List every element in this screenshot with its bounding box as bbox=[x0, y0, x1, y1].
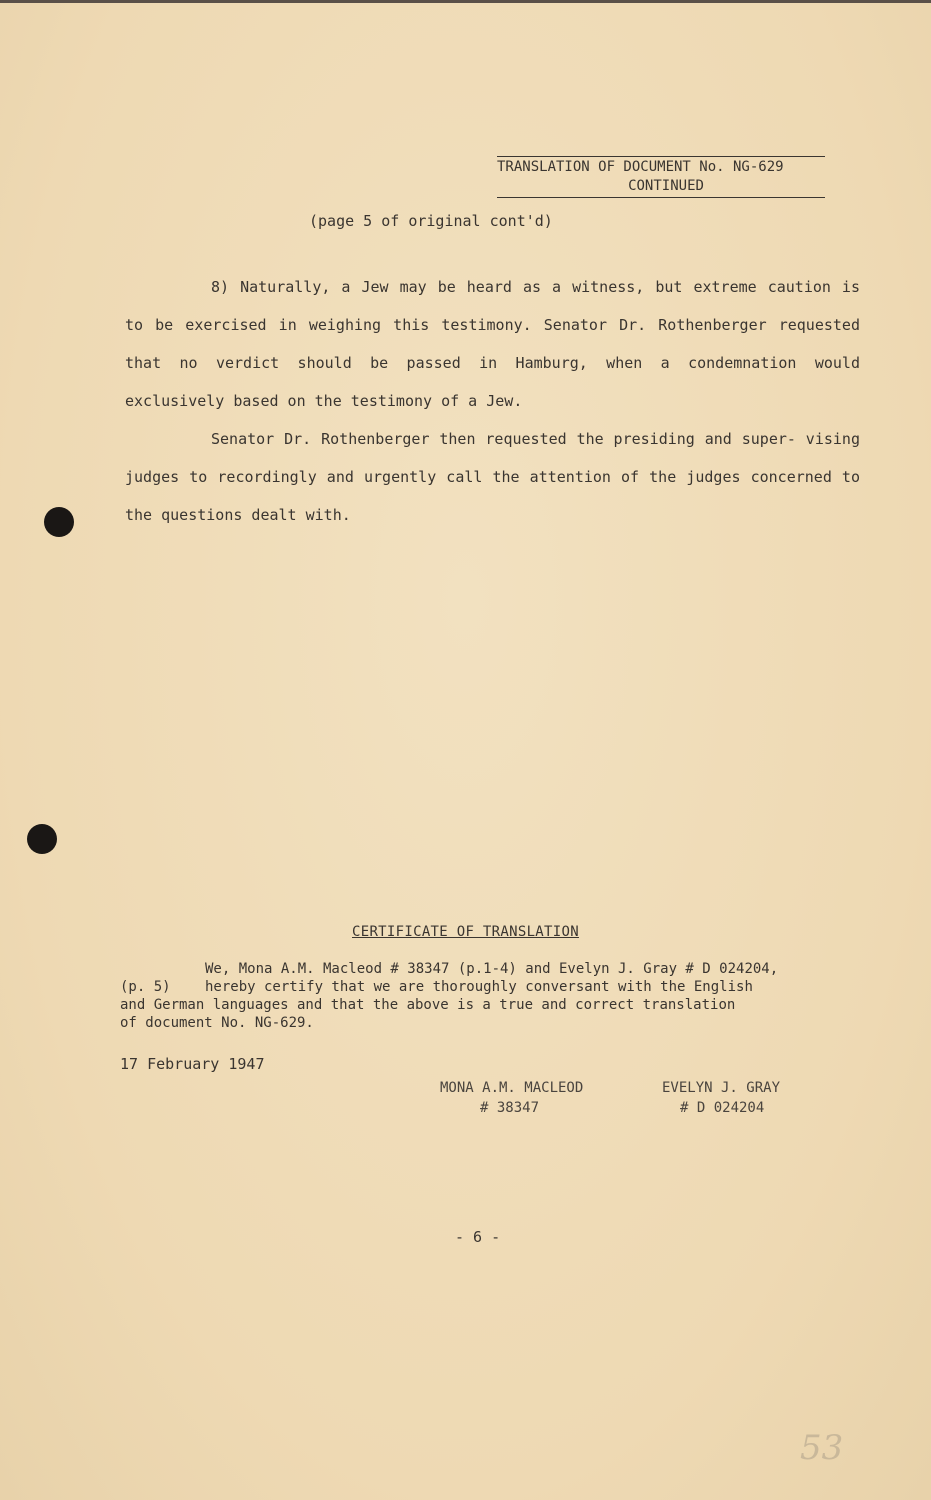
certificate-line-3: and German languages and that the above is a true and correct translation bbox=[120, 997, 736, 1013]
scan-top-edge bbox=[0, 0, 931, 3]
certificate-line-1: We, Mona A.M. Macleod # 38347 (p.1-4) and Evelyn J. Gray # D 024204, bbox=[205, 961, 779, 977]
certificate-line-4: of document No. NG-629. bbox=[120, 1015, 314, 1031]
body-text bbox=[125, 268, 860, 534]
signature-gray bbox=[662, 1078, 780, 1118]
certificate-page-ref: (p. 5) bbox=[120, 979, 171, 995]
certificate-date: 17 February 1947 bbox=[120, 1055, 265, 1073]
certificate-body bbox=[120, 960, 858, 1032]
document-header bbox=[497, 156, 825, 198]
signature-name: MONA A.M. MACLEOD bbox=[440, 1080, 584, 1096]
paragraph-8: 8) Naturally, a Jew may be heard as a witness, but extreme caution is to be exercised in weighing this testimony. Senator Dr. Rothenberger requested that no verdict should be passed in Hamburg, when a condemnation would exclusively based on the testimony of a Jew. bbox=[125, 278, 860, 410]
signature-macleod bbox=[440, 1078, 583, 1118]
header-continued: CONTINUED bbox=[497, 177, 825, 198]
punch-hole-top bbox=[44, 507, 74, 537]
punch-hole-bottom bbox=[27, 824, 57, 854]
page-number: - 6 - bbox=[455, 1228, 501, 1246]
certificate-line-2: hereby certify that we are thoroughly conversant with the English bbox=[205, 979, 753, 995]
signature-number: # D 024204 bbox=[680, 1100, 765, 1116]
certificate-title: CERTIFICATE OF TRANSLATION bbox=[352, 924, 579, 940]
signature-name: EVELYN J. GRAY bbox=[662, 1080, 781, 1096]
paragraph-closing: Senator Dr. Rothenberger then requested the presiding and super- vising judges to recordingly and urgently call the attention of the judges concerned to the questions dealt with. bbox=[125, 430, 860, 524]
header-title: TRANSLATION OF DOCUMENT No. NG-629 bbox=[497, 156, 825, 177]
page-note: (page 5 of original cont'd) bbox=[309, 212, 553, 230]
signature-number: # 38347 bbox=[480, 1100, 540, 1116]
handwritten-page-mark: 53 bbox=[800, 1428, 844, 1468]
